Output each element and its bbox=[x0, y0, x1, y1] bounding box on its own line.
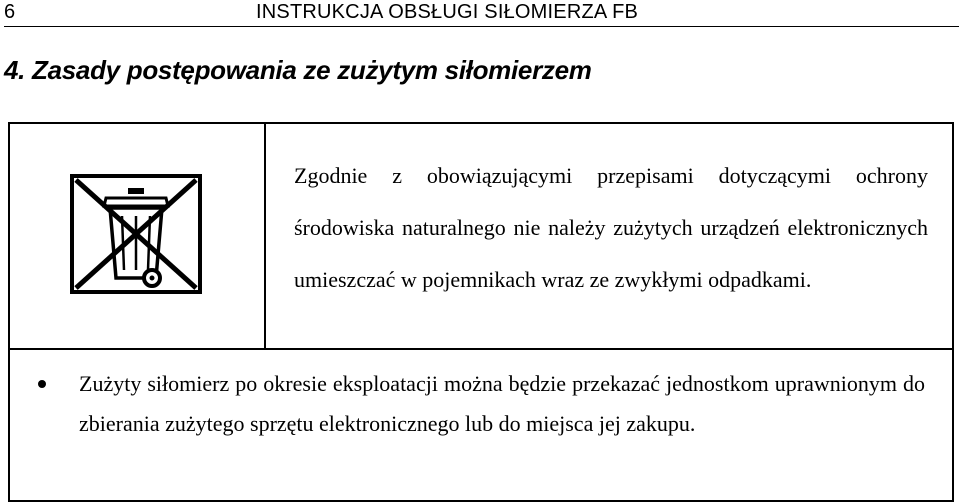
bullet-point bbox=[38, 380, 46, 388]
section-title: 4. Zasady postępowania ze zużytym siłomierzem bbox=[4, 55, 592, 85]
table-row-divider bbox=[8, 348, 954, 350]
table-column-divider bbox=[264, 122, 266, 349]
header-rule bbox=[4, 26, 959, 27]
crossed-out-wheelie-bin-icon bbox=[70, 174, 202, 294]
disposal-instruction-text: Zużyty siłomierz po okresie eksploatacji można będzie przekazać jednostkom uprawnionym do zbierania zużytego sprzętu elektronicznego lub do miejsca jej zakupu. bbox=[79, 371, 925, 436]
page-number: 6 bbox=[4, 1, 16, 23]
environment-notice-text: Zgodnie z obowiązującymi przepisami dotyczącymi ochrony środowiska naturalnego nie należy zużytych urządzeń elektronicznych umieszczać w pojemnikach wraz ze zwykłymi odpadkami. bbox=[294, 163, 928, 292]
running-header: INSTRUKCJA OBSŁUGI SIŁOMIERZA FB bbox=[256, 1, 639, 23]
